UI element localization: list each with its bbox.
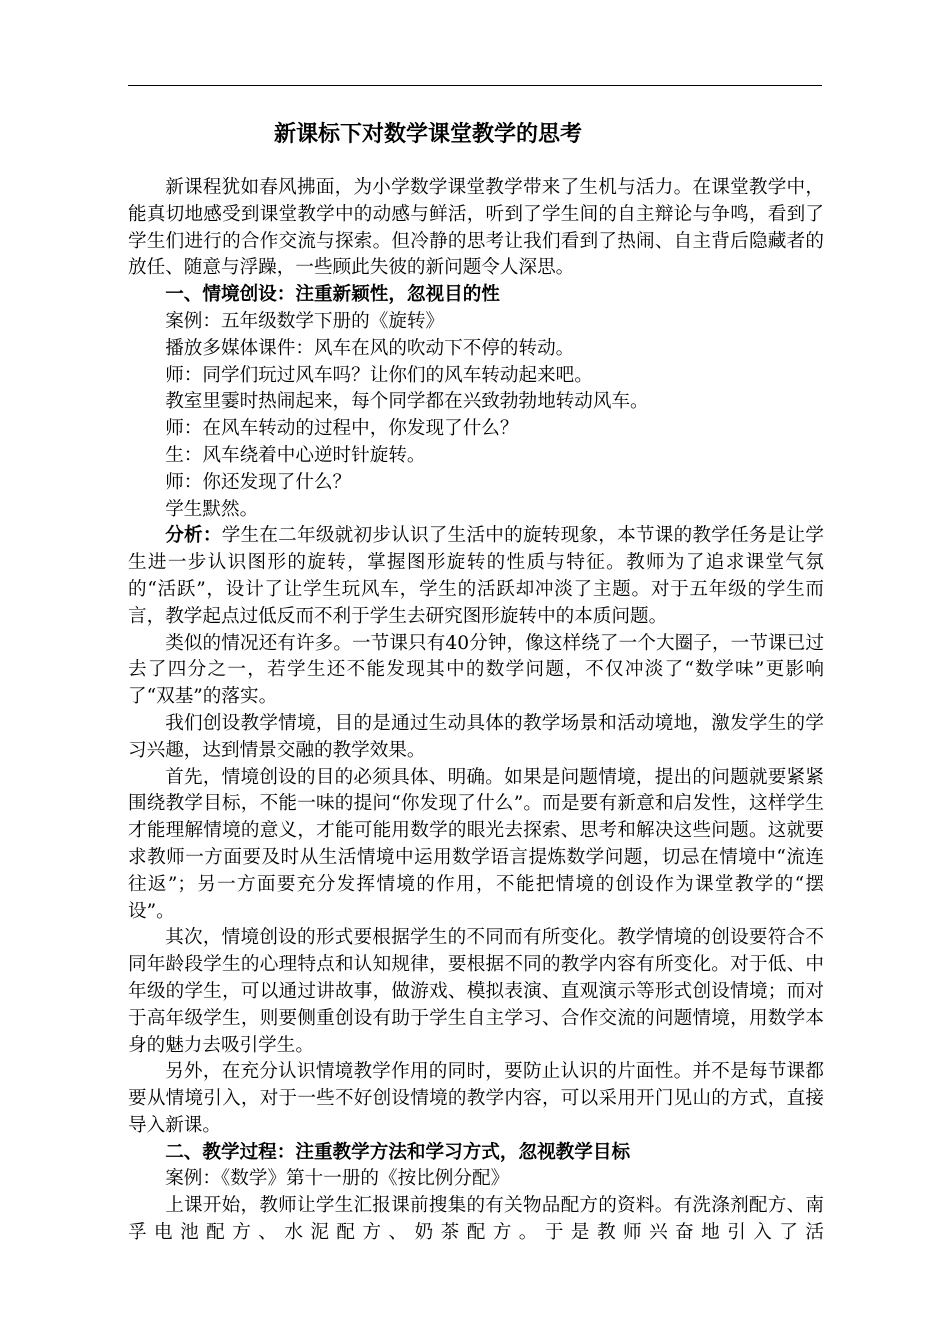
document-title: 新课标下对数学课堂教学的思考 [273,122,582,147]
body-paragraph: 其次，情境创设的形式要根据学生的不同而有所变化。教学情境的创设要符合不同年龄段学生的心理特点和认知规律，要根据不同的教学内容有所变化。对于低、中年级的学生，可以通过讲故事，做游戏、模拟表演、直观演示等形式创设情境；而对于高年级学生，则要侧重创设有助于学生自主学习、合作交流的问题情境，用数学本身的魅力去吸引学生。 [128,927,824,1056]
section-1-heading: 一、情境创设：注重新颖性，忽视目的性 [165,284,500,306]
dialog-line: 师：同学们玩过风车吗？让你们的风车转动起来吧。 [165,364,593,386]
dialog-line: 生：风车绕着中心逆时针旋转。 [165,444,426,466]
section-2-heading: 二、教学过程：注重教学方法和学习方式，忽视教学目标 [165,1141,631,1163]
header-rule [128,85,822,86]
section-2-case: 案例：《数学》第十一册的《按比例分配》 [165,1168,510,1190]
document-body [128,175,824,1247]
analysis-text: 学生在二年级就初步认识了生活中的旋转现象，本节课的教学任务是让学生进一步认识图形的旋转，掌握图形旋转的性质与特征。教师为了追求课堂气氛的“活跃”，设计了让学生玩风车，学生的活跃却冲淡了主题。对于五年级的学生而言，教学起点过低反而不利于学生去研究图形旋转中的本质问题。 [128,525,824,627]
body-paragraph: 我们创设教学情境，目的是通过生动具体的教学场景和活动境地，激发学生的学习兴趣，达到情景交融的教学效果。 [128,712,824,761]
dialog-line: 播放多媒体课件：风车在风的吹动下不停的转动。 [165,337,575,359]
body-paragraph: 上课开始，教师让学生汇报课前搜集的有关物品配方的资料。有洗涤剂配方、南孚电池配方、水泥配方、奶茶配方。于是教师兴奋地引入了活 [128,1195,824,1244]
dialog-line: 学生默然。 [165,498,259,520]
dialog-line: 师：在风车转动的过程中，你发现了什么？ [165,418,519,440]
body-paragraph: 另外，在充分认识情境教学作用的同时，要防止认识的片面性。并不是每节课都要从情境引入，对于一些不好创设情境的教学内容，可以采用开门见山的方式，直接导入新课。 [128,1061,824,1136]
dialog-line: 教室里霎时热闹起来，每个同学都在兴致勃勃地转动风车。 [165,391,649,413]
intro-paragraph: 新课程犹如春风拂面，为小学数学课堂教学带来了生机与活力。在课堂教学中，能真切地感受到课堂教学中的动感与鲜活，听到了学生间的自主辩论与争鸣，看到了学生们进行的合作交流与探索。但冷静的思考让我们看到了热闹、自主背后隐藏者的放任、随意与浮躁，一些顾此失彼的新问题令人深思。 [128,177,824,279]
analysis-paragraph [128,523,824,630]
analysis-label: 分析： [165,525,222,547]
body-paragraph: 首先，情境创设的目的必须具体、明确。如果是问题情境，提出的问题就要紧紧围绕教学目标，不能一味的提问“你发现了什么”。而是要有新意和启发性，这样学生才能理解情境的意义，才能可能用数学的眼光去探索、思考和解决这些问题。这就要求教师一方面要及时从生活情境中运用数学语言提炼数学问题，切忌在情境中“流连往返”；另一方面要充分发挥情境的作用，不能把情境的创设作为课堂教学的“摆设”。 [128,766,824,922]
dialog-line: 师：你还发现了什么？ [165,471,352,493]
body-paragraph: 类似的情况还有许多。一节课只有40分钟，像这样绕了一个大圈子，一节课已过去了四分之一，若学生还不能发现其中的数学问题，不仅冲淡了“数学味”更影响了“双基”的落实。 [128,632,824,708]
section-1-case: 案例：五年级数学下册的《旋转》 [165,310,445,332]
